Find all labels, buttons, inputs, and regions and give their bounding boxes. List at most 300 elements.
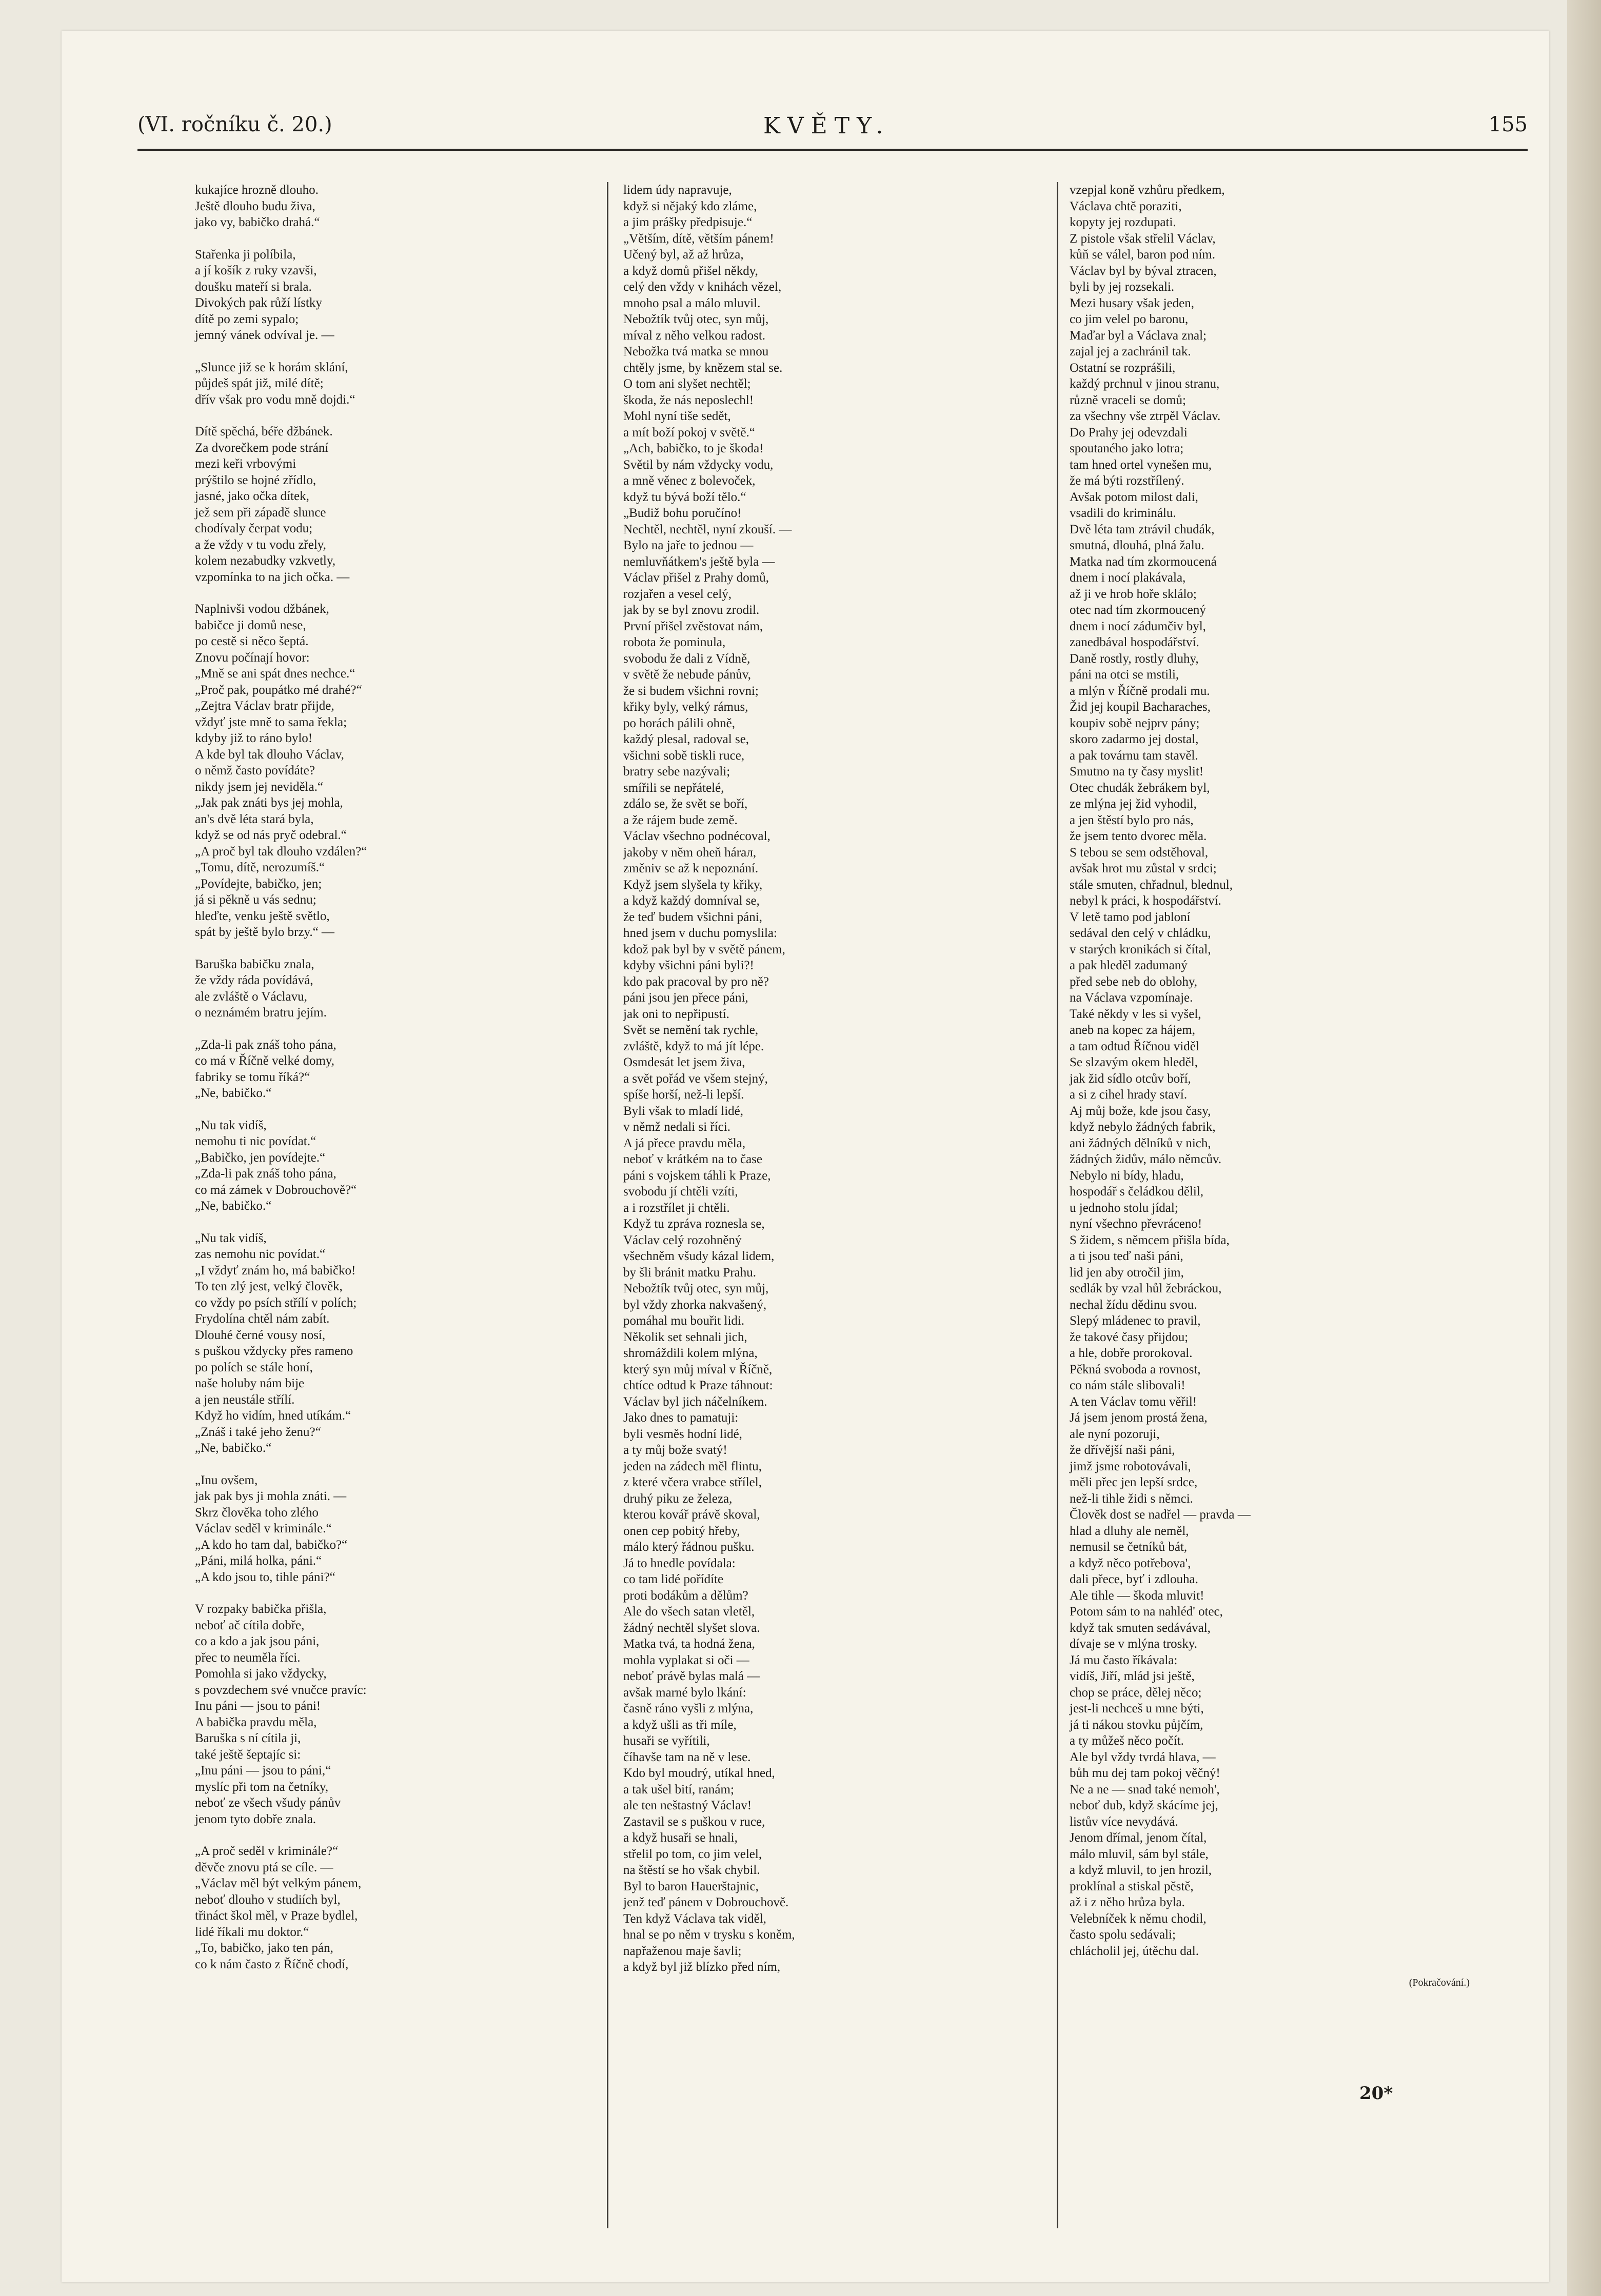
verse-line: myslíc při tom na četníky, — [195, 1780, 329, 1794]
verse-line: o němž často povídáte? — [195, 764, 315, 777]
verse-line: S tebou se sem odstěhoval, — [1070, 845, 1209, 860]
verse-line: jemný vánek odvíval je. — — [195, 328, 334, 342]
verse-line: a ty můj bože svatý! — [623, 1443, 727, 1457]
verse-line: Pomohla si jako vždycky, — [195, 1667, 327, 1681]
column-divider — [1057, 182, 1058, 2228]
verse-line: hospodář s čeládkou dělil, — [1070, 1185, 1204, 1199]
verse-line: a když husaři se hnali, — [623, 1831, 738, 1845]
verse-line: Avšak potom milost dali, — [1070, 490, 1198, 504]
verse-line: a mít boží pokoj v světě.“ — [623, 425, 755, 440]
verse-line: sedával den celý v chládku, — [1070, 926, 1211, 940]
verse-line: Jako dnes to pamatuji: — [623, 1411, 739, 1425]
verse-line: „Ne, babičko.“ — [195, 1086, 272, 1100]
verse-line: ale nyní pozoruji, — [1070, 1427, 1160, 1441]
verse-line: Nechtěl, nechtěl, nyní zkouší. — — [623, 522, 792, 536]
verse-line: kolem nezabudky vzkvetly, — [195, 554, 335, 568]
verse-line: Ale byl vždy tvrdá hlava, — — [1070, 1750, 1216, 1764]
verse-line: jak žid sídlo otcův boří, — [1070, 1071, 1191, 1086]
text-column-2 — [623, 182, 1085, 1991]
verse-line: po horách pálili ohně, — [623, 716, 735, 730]
verse-line: vsadili do kriminálu. — [1070, 506, 1176, 520]
verse-line: Václav byl by býval ztracen, — [1070, 264, 1217, 278]
verse-line: a ty můžeš něco počít. — [1070, 1734, 1184, 1748]
verse-line: vidíš, Jiří, mlád jsi ještě, — [1070, 1669, 1195, 1683]
verse-line: Jenom dřímal, jenom čítal, — [1070, 1831, 1207, 1845]
verse-line: Václav všechno podnécoval, — [623, 829, 770, 843]
verse-line: „Páni, milá holka, páni.“ — [195, 1554, 322, 1568]
verse-line: že takové časy přijdou; — [1070, 1330, 1189, 1344]
verse-line: a jen neustále střílí. — [195, 1392, 295, 1407]
verse-line: Otec chudák žebrákem byl, — [1070, 781, 1210, 795]
verse-line: Matka tvá, ta hodná žena, — [623, 1637, 755, 1651]
stanza — [195, 1230, 657, 1456]
verse-line: Několik set sehnali jich, — [623, 1330, 747, 1344]
verse-line: a tak ušel bití, ranám; — [623, 1782, 734, 1796]
verse-line: a jí košík z ruky vzavši, — [195, 264, 317, 277]
text-column-1 — [195, 182, 657, 1988]
verse-line: smutná, dlouhá, plná žalu. — [1070, 538, 1204, 552]
verse-line: „Budiž bohu poručíno! — [623, 506, 742, 520]
verse-line: páni s vojskem táhli k Praze, — [623, 1168, 771, 1183]
verse-line: dnem i nocí plakávala, — [1070, 571, 1186, 585]
stanza — [195, 1037, 657, 1102]
verse-line: hnal se po něm v trysku s koněm, — [623, 1928, 795, 1942]
verse-line: míval z něho velkou radost. — [623, 328, 766, 343]
verse-line: „Zda-li pak znáš toho pána, — [195, 1037, 337, 1052]
verse-line: každý plesal, radoval se, — [623, 732, 749, 746]
verse-line: Baruška s ní cítila ji, — [195, 1731, 301, 1745]
verse-line: dali přece, byť i zdlouha. — [1070, 1572, 1198, 1586]
verse-line: až ji ve hrob hoře sklálo; — [1070, 587, 1197, 601]
verse-line: co nám stále slibovali! — [1070, 1379, 1185, 1392]
verse-line: stále smuten, chřadnul, blednul, — [1070, 877, 1233, 892]
stanza — [195, 1472, 657, 1586]
verse-line: jeden na zádech měl flintu, — [623, 1459, 762, 1473]
verse-line: Učený byl, až až hrůza, — [623, 248, 744, 262]
verse-line: jako vy, babičko drahá.“ — [195, 215, 320, 229]
verse-line: Matka nad tím zkormoucená — [1070, 554, 1217, 569]
verse-line: S židem, s němcem přišla bída, — [1070, 1233, 1230, 1247]
verse-line: proklínal a stiskal pěstě, — [1070, 1879, 1194, 1893]
verse-line: u jednoho stolu jídal; — [1070, 1201, 1178, 1215]
verse-line: v světě že nebude pánův, — [623, 668, 751, 682]
verse-line: málo mluvil, sám byl stále, — [1070, 1847, 1209, 1861]
verse-line: málo který řádnou pušku. — [623, 1540, 755, 1554]
verse-line: že vždy ráda povídává, — [195, 973, 313, 987]
verse-line: Když jsem slyšela ty křiky, — [623, 877, 763, 892]
verse-line: První přišel zvěstovat nám, — [623, 619, 763, 633]
verse-line: Inu páni — jsou to páni! — [195, 1699, 321, 1713]
verse-line: Naplnivši vodou džbánek, — [195, 602, 329, 616]
verse-line: a mně věnec z bolevoček, — [623, 474, 756, 488]
verse-line: napřaženou maje šavli; — [623, 1944, 742, 1958]
verse-line: o neznámém bratru jejím. — [195, 1006, 327, 1020]
header-rule — [137, 149, 1528, 151]
verse-line: „Tomu, dítě, nerozumíš.“ — [195, 861, 325, 874]
verse-line: vzepjal koně vzhůru předkem, — [1070, 183, 1225, 197]
column-divider — [607, 182, 608, 2228]
verse-line: nikdy jsem jej neviděla.“ — [195, 780, 323, 794]
verse-line: Dvě léta tam ztrávil chudák, — [1070, 522, 1215, 536]
verse-line: kdo pak pracoval by pro ně? — [623, 974, 769, 989]
verse-line: Baruška babičku znala, — [195, 957, 314, 971]
verse-line: Ne a ne — snad také nemoh', — [1070, 1782, 1220, 1796]
verse-line: Znovu počínají hovor: — [195, 650, 310, 665]
verse-line: páni jsou jen přece páni, — [623, 991, 748, 1005]
verse-line: když tu bývá boží tělo.“ — [623, 490, 746, 504]
verse-line: každý prchnul v jinou stranu, — [1070, 377, 1220, 391]
verse-line: Nebožtík tvůj otec, syn můj, — [623, 1282, 769, 1295]
verse-line: nemusil se četníků bát, — [1070, 1540, 1188, 1554]
verse-line: zvláště, když to má jít lépe. — [623, 1039, 764, 1053]
verse-line: Byl to baron Hauerštajnic, — [623, 1879, 759, 1893]
verse-line: Maďar byl a Václava znal; — [1070, 328, 1207, 343]
verse-line: pomáhal mu bouřit lidi. — [623, 1314, 745, 1328]
verse-line: kukajíce hrozně dlouho. — [195, 183, 319, 197]
verse-line: jak by se byl znovu zrodil. — [623, 603, 760, 617]
verse-line: „A kdo jsou to, tihle páni?“ — [195, 1570, 335, 1584]
verse-line: když nebylo žádných fabrik, — [1070, 1120, 1216, 1134]
verse-line: a svět pořád ve všem stejný, — [623, 1071, 768, 1086]
verse-line: „To, babičko, jako ten pán, — [195, 1941, 333, 1955]
verse-line: skoro zadarmo jej dostal, — [1070, 732, 1199, 746]
verse-line: Já to hnedle povídala: — [623, 1556, 736, 1570]
verse-line: Nebožka tvá matka se mnou — [623, 345, 769, 358]
verse-line: Člověk dost se nadřel — pravda — — [1070, 1508, 1251, 1522]
verse-line: za všechny vše ztrpěl Václav. — [1070, 409, 1221, 423]
verse-line: všechněm všudy kázal lidem, — [623, 1249, 775, 1263]
verse-line: Bylo na jaře to jednou — — [623, 538, 754, 552]
verse-line: „Nu tak vidíš, — [195, 1118, 267, 1132]
verse-line: „Inu ovšem, — [195, 1473, 258, 1487]
stanza — [195, 182, 657, 231]
verse-line: kterou kovář právě skoval, — [623, 1508, 760, 1522]
verse-line: Mohl nyní tiše sedět, — [623, 409, 731, 423]
verse-line: měli přec jen lepší srdce, — [1070, 1475, 1198, 1489]
verse-line: „Ne, babičko.“ — [195, 1199, 272, 1213]
verse-line: „Zda-li pak znáš toho pána, — [195, 1167, 337, 1181]
verse-line: v starých kronikách si čítal, — [1070, 942, 1211, 956]
verse-line: „Zejtra Václav bratr přijde, — [195, 699, 334, 713]
verse-line: a jim prášky předpisuje.“ — [623, 215, 753, 229]
verse-line: neboť dlouho v studiích byl, — [195, 1892, 341, 1907]
verse-line: zdálo se, že svět se boří, — [623, 797, 748, 811]
stanza — [195, 247, 657, 344]
verse-line: co jim velel po baronu, — [1070, 312, 1189, 326]
verse-line: „A proč byl tak dlouho vzdálen?“ — [195, 844, 367, 858]
verse-line: chodívaly čerpat vodu; — [195, 522, 313, 535]
verse-line: jenom tyto dobře znala. — [195, 1812, 317, 1826]
verse-line: třináct škol měl, v Praze bydlel, — [195, 1909, 358, 1923]
verse-line: Aj můj bože, kde jsou časy, — [1070, 1104, 1211, 1118]
verse-line: vzpomínka to na jich očka. — — [195, 570, 350, 584]
verse-line: že si budem všichni rovni; — [623, 684, 759, 698]
verse-line: kůň se válel, baron pod ním. — [1070, 248, 1215, 262]
verse-line: bratry sebe nazývali; — [623, 765, 730, 778]
verse-line: půjdeš spát již, milé dítě; — [195, 376, 324, 390]
stanza — [195, 1601, 657, 1827]
verse-line: a pak hleděl zadumaný — [1070, 959, 1188, 972]
page-edge — [1567, 0, 1601, 2296]
verse-line: shromáždili kolem mlýna, — [623, 1346, 758, 1360]
verse-line: listův více nevydává. — [1070, 1814, 1178, 1829]
verse-line: „Znáš i také jeho ženu?“ — [195, 1425, 321, 1439]
verse-line: smířili se nepřátelé, — [623, 781, 724, 795]
verse-line: nechal žídu dědinu svou. — [1070, 1297, 1197, 1312]
verse-line: a když byl již blízko před ním, — [623, 1960, 781, 1974]
verse-line: zanedbával hospodářství. — [1070, 635, 1199, 649]
verse-line: Václav seděl v kriminále.“ — [195, 1522, 332, 1535]
verse-line: mezi keři vrbovými — [195, 457, 297, 471]
verse-line: Svět se nemění tak rychle, — [623, 1023, 759, 1037]
verse-line: ale ten neštastný Václav! — [623, 1799, 752, 1812]
verse-line: rozjařen a vesel celý, — [623, 587, 732, 601]
verse-line: tam hned ortel vynešen mu, — [1070, 457, 1212, 472]
verse-line: celý den vždy v knihách vězel, — [623, 280, 782, 294]
verse-line: neboť ač cítila dobře, — [195, 1618, 305, 1632]
verse-line: „Proč pak, poupátko mé drahé?“ — [195, 683, 362, 697]
verse-line: avšak marné bylo lkání: — [623, 1685, 746, 1700]
verse-line: a když domů přišel někdy, — [623, 264, 758, 278]
verse-line: a hle, dobře prorokoval. — [1070, 1346, 1193, 1360]
verse-line: „A kdo ho tam dal, babičko?“ — [195, 1538, 348, 1552]
verse-line: Smutno na ty časy myslit! — [1070, 765, 1204, 778]
verse-line: po cestě si něco šeptá. — [195, 634, 309, 648]
verse-line: děvče znovu ptá se cíle. — — [195, 1860, 333, 1874]
verse-line: a že vždy v tu vodu zřely, — [195, 537, 326, 552]
verse-line: Za dvorečkem pode strání — [195, 441, 329, 455]
verse-line: chop se práce, dělej něco; — [1070, 1685, 1202, 1700]
verse-line: Daně rostly, rostly dluhy, — [1070, 651, 1199, 666]
verse-line: Václava chtě poraziti, — [1070, 199, 1182, 213]
verse-line: sedlák by vzal hůl žebráckou, — [1070, 1282, 1222, 1295]
verse-line: neboť dub, když skácíme jej, — [1070, 1799, 1218, 1812]
verse-line: Ještě dlouho budu živa, — [195, 199, 315, 213]
verse-line: a když něco potřebova', — [1070, 1556, 1191, 1570]
verse-line: „A proč seděl v kriminále?“ — [195, 1844, 339, 1858]
verse-line: než-li tihle židi s němci. — [1070, 1491, 1193, 1506]
verse-line: robota že pominula, — [623, 635, 726, 649]
verse-line: až i z něho hrůza byla. — [1070, 1895, 1185, 1909]
verse-line: avšak hrot mu zůstal v srdci; — [1070, 862, 1217, 875]
verse-line: „Ne, babičko.“ — [195, 1441, 272, 1455]
issue-label: (VI. ročníku č. 20.) — [137, 113, 332, 136]
verse-line: neboť právě bylas malá — — [623, 1669, 760, 1683]
verse-line: Velebníček k němu chodil, — [1070, 1911, 1207, 1926]
verse-line: Já jsem jenom prostá žena, — [1070, 1411, 1208, 1425]
verse-line: že teď budem všichni páni, — [623, 910, 762, 924]
stanza — [1070, 182, 1531, 1959]
verse-line: a když mluvil, to jen hrozil, — [1070, 1863, 1212, 1877]
verse-line: různě vraceli se domů; — [1070, 393, 1186, 407]
stanza — [195, 601, 657, 941]
verse-line: jimž jsme robotovávali, — [1070, 1459, 1191, 1473]
verse-line: druhý piku ze železa, — [623, 1491, 733, 1506]
verse-line: Potom sám to na nahléd' otec, — [1070, 1605, 1223, 1619]
verse-line: Ale tihle — škoda mluvit! — [1070, 1588, 1204, 1603]
verse-line: kopyty jej rozdupati. — [1070, 215, 1176, 229]
verse-line: já ti nákou stovku půjčím, — [1070, 1718, 1203, 1732]
verse-line: To ten zlý jest, velký člověk, — [195, 1280, 343, 1293]
verse-line: neboť ze všech všudy pánův — [195, 1796, 341, 1810]
verse-line: co vždy po psích střílí v polích; — [195, 1295, 357, 1310]
verse-line: s povzdechem své vnučce pravíc: — [195, 1683, 367, 1697]
verse-line: nebyl k práci, k hospodářství. — [1070, 894, 1221, 908]
verse-line: Zastavil se s puškou v ruce, — [623, 1814, 765, 1829]
verse-line: když se od nás pryč odebral.“ — [195, 828, 347, 842]
verse-line: kdyby všichni páni byli?! — [623, 959, 754, 972]
verse-line: křiky byly, velký rámus, — [623, 700, 748, 714]
verse-line: páni na otci se mstili, — [1070, 668, 1179, 682]
verse-line: Václav přišel z Prahy domů, — [623, 571, 769, 585]
verse-line: „Povídejte, babičko, jen; — [195, 876, 322, 891]
verse-line: neboť v krátkém na to čase — [623, 1152, 762, 1166]
verse-line: otec nad tím zkormoucený — [1070, 603, 1206, 617]
continuation-note: (Pokračování.) — [1409, 1977, 1470, 1988]
verse-line: svobodu jí chtěli vzíti, — [623, 1185, 738, 1199]
verse-line: Já mu často říkávala: — [1070, 1653, 1178, 1667]
verse-line: Také někdy v les si vyšel, — [1070, 1007, 1201, 1021]
verse-line: z které včera vrabce střílel, — [623, 1475, 762, 1489]
verse-line: Z pistole však střelil Václav, — [1070, 231, 1216, 246]
verse-line: změniv se až k nepoznání. — [623, 862, 759, 875]
verse-line: Václav celý rozohněný — [623, 1233, 742, 1247]
verse-line: žádný nechtěl slyšet slova. — [623, 1621, 760, 1635]
verse-line: dřív však pro vodu mně dojdi.“ — [195, 392, 355, 407]
verse-line: „Inu páni — jsou to páni,“ — [195, 1764, 331, 1778]
verse-line: doušku mateří si brala. — [195, 279, 312, 294]
verse-line: Stařenka ji políbila, — [195, 247, 296, 262]
verse-line: a si z cihel hrady staví. — [1070, 1088, 1188, 1102]
verse-line: Nebylo ni bídy, hladu, — [1070, 1168, 1184, 1183]
verse-line: „Slunce již se k horám sklání, — [195, 360, 348, 374]
verse-line: který syn můj míval v Říčně, — [623, 1362, 773, 1376]
verse-line: Divokých pak růží lístky — [195, 296, 322, 310]
verse-line: chtíce odtud k Praze táhnout: — [623, 1379, 773, 1392]
verse-line: že má býti rozstřílený. — [1070, 474, 1184, 488]
verse-line: kdyby již to ráno bylo! — [195, 731, 313, 745]
verse-line: bůh mu dej tam pokoj věčný! — [1070, 1766, 1220, 1780]
text-column-3 — [1070, 182, 1531, 1991]
verse-line: a pak továrnu tam stavěl. — [1070, 748, 1198, 763]
verse-line: zas nemohu nic povídat.“ — [195, 1247, 326, 1261]
verse-line: co tam lidé pořídíte — [623, 1572, 724, 1586]
verse-line: babičce ji domů nese, — [195, 618, 306, 632]
stanza — [623, 182, 1085, 1975]
verse-line: zajal jej a zachránil tak. — [1070, 345, 1191, 358]
verse-line: a když každý domníval se, — [623, 894, 760, 908]
stanza — [195, 1843, 657, 1972]
verse-line: po polích se stále honí, — [195, 1360, 313, 1374]
verse-line: Nebožtík tvůj otec, syn můj, — [623, 312, 769, 326]
verse-line: Pěkná svoboda a rovnost, — [1070, 1362, 1201, 1376]
stanza — [195, 1117, 657, 1214]
verse-line: onen cep pobitý hřeby, — [623, 1524, 740, 1538]
verse-line: fabriky se tomu říká?“ — [195, 1070, 310, 1084]
stanza — [195, 956, 657, 1021]
verse-line: co a kdo a jak jsou páni, — [195, 1634, 320, 1648]
verse-line: mohla vyplakat si oči — — [623, 1653, 749, 1667]
verse-line: A ten Václav tomu věřil! — [1070, 1394, 1197, 1409]
verse-line: a tam odtud Říčnou viděl — [1070, 1039, 1199, 1053]
verse-line: Byli však to mladí lidé, — [623, 1104, 744, 1118]
verse-line: na štěstí se ho však chybil. — [623, 1863, 760, 1877]
verse-line: dítě po zemi sypalo; — [195, 312, 299, 326]
verse-line: Osmdesát let jsem živa, — [623, 1055, 745, 1069]
verse-line: žádných židův, málo němcův. — [1070, 1152, 1221, 1166]
verse-line: byli by jej rozsekali. — [1070, 280, 1175, 294]
verse-line: ani žádných dělníků v nich, — [1070, 1136, 1211, 1150]
stanza — [195, 424, 657, 585]
verse-line: před sebe neb do oblohy, — [1070, 974, 1198, 989]
verse-line: a mlýn v Říčně prodali mu. — [1070, 684, 1210, 698]
verse-line: A já přece pravdu měla, — [623, 1136, 746, 1150]
verse-line: „Ach, babičko, to je škoda! — [623, 442, 764, 455]
verse-line: v němž nedali si říci. — [623, 1120, 730, 1134]
verse-line: a že rájem bude země. — [623, 813, 738, 827]
verse-line: chlácholil jej, útěchu dal. — [1070, 1944, 1199, 1958]
verse-line: Ten když Václava tak viděl, — [623, 1911, 766, 1926]
verse-line: dnem i nocí zádumčiv byl, — [1070, 619, 1206, 633]
verse-line: vždyť jste mně to sama řekla; — [195, 715, 347, 729]
verse-line: Skrz člověka toho zlého — [195, 1505, 319, 1520]
verse-line: husaři se vyřítili, — [623, 1734, 710, 1748]
verse-line: V letě tamo pod jabloní — [1070, 910, 1191, 924]
verse-line: přec to neuměla říci. — [195, 1650, 301, 1665]
running-header — [137, 113, 1528, 144]
verse-line: „Jak pak znáti bys jej mohla, — [195, 796, 343, 810]
verse-line: hlad a dluhy ale neměl, — [1070, 1524, 1189, 1538]
verse-line: byl vždy zhorka nakvašený, — [623, 1297, 767, 1312]
verse-line: také ještě šeptajíc si: — [195, 1747, 301, 1762]
verse-line: spát by ještě bylo brzy.“ — — [195, 925, 334, 939]
verse-line: že dřívější naši páni, — [1070, 1443, 1175, 1457]
verse-line: mnoho psal a málo mluvil. — [623, 296, 761, 310]
verse-line: lidem údy napravuje, — [623, 183, 732, 197]
journal-title: KVĚTY. — [763, 113, 891, 139]
verse-line: „I vždyť znám ho, má babičko! — [195, 1263, 356, 1277]
verse-line: Dítě spěchá, béře džbánek. — [195, 425, 333, 438]
verse-line: lid jen aby otročil jim, — [1070, 1265, 1184, 1280]
verse-line: prýštilo se hojné zřídlo, — [195, 473, 317, 487]
verse-line: ze mlýna jej žid vyhodil, — [1070, 797, 1197, 811]
verse-line: Slepý mládenec to pravil, — [1070, 1314, 1201, 1328]
verse-line: Ostatní se rozprášili, — [1070, 361, 1176, 375]
verse-line: aneb na kopec za hájem, — [1070, 1023, 1196, 1037]
verse-line: O tom ani slyšet nechtěl; — [623, 377, 751, 391]
printer-signature: 20* — [1359, 2083, 1393, 2104]
verse-line: já si pěkně u vás sednu; — [195, 893, 317, 907]
verse-line: jak oni to nepřipustí. — [623, 1007, 729, 1021]
verse-line: že jsem tento dvorec měla. — [1070, 829, 1207, 843]
verse-line: a i rozstřílet ji chtěli. — [623, 1201, 730, 1215]
verse-line: nemohu ti nic povídat.“ — [195, 1134, 317, 1148]
page-number: 155 — [1488, 113, 1528, 136]
verse-line: Do Prahy jej odevzdali — [1070, 425, 1188, 440]
verse-line: Když tu zpráva roznesla se, — [623, 1217, 765, 1231]
verse-line: co má zámek v Dobrouchově?“ — [195, 1183, 357, 1197]
verse-line: jež sem při západě slunce — [195, 505, 326, 520]
verse-line: Kdo byl moudrý, utíkal hned, — [623, 1766, 775, 1780]
verse-line: jasné, jako očka dítek, — [195, 489, 309, 503]
verse-line: dívaje se v mlýna trosky. — [1070, 1637, 1198, 1651]
verse-line: Dlouhé černé vousy nosí, — [195, 1328, 326, 1342]
verse-line: Žid jej koupil Bacharaches, — [1070, 700, 1211, 714]
verse-line: Ale do všech satan vletěl, — [623, 1605, 755, 1619]
verse-line: Když ho vidím, hned utíkám.“ — [195, 1409, 351, 1423]
verse-line: jest-li nechceš u mne býti, — [1070, 1702, 1204, 1715]
verse-line: svobodu že dali z Vídně, — [623, 651, 750, 666]
